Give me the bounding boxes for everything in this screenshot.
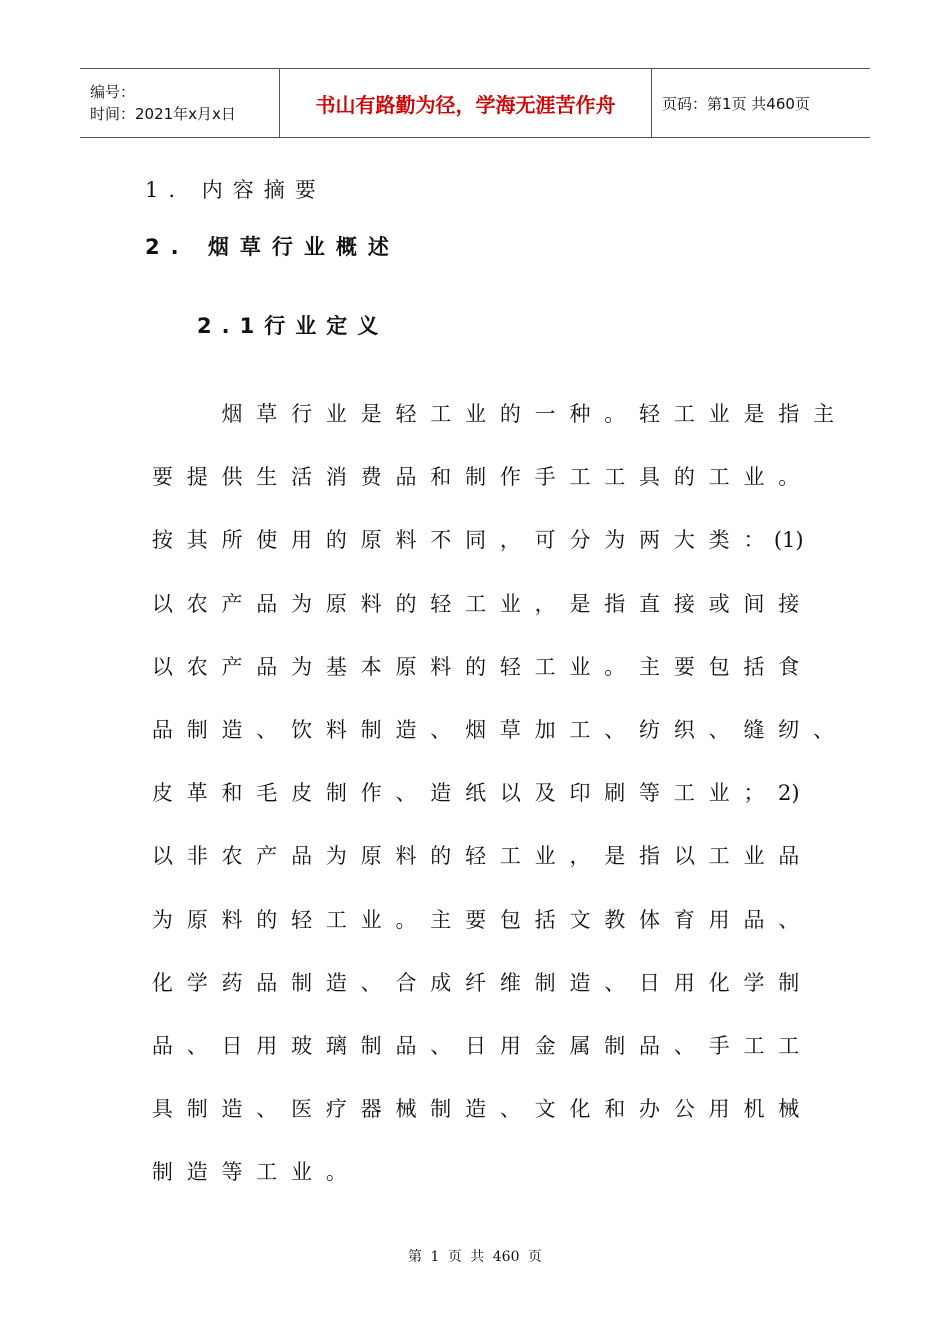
date-label: 时间：2021年x月x日 [90, 105, 236, 123]
body-line: 以 农 产 品 为 原 料 的 轻 工 业 ， 是 指 直 接 或 间 接 [151, 591, 800, 616]
page-info-text: 页码：第1页 共460页 [662, 94, 810, 113]
body-line: 化 学 药 品 制 造 、 合 成 纤 维 制 造 、 日 用 化 学 制 [151, 970, 800, 995]
header-motto [280, 69, 652, 137]
body-line: 品 、 日 用 玻 璃 制 品 、 日 用 金 属 制 品 、 手 工 工 [151, 1033, 800, 1058]
heading-overview: 2. 烟草行业概述 [145, 235, 400, 259]
body-line: 烟 草 行 业 是 轻 工 业 的 一 种 。 轻 工 业 是 指 主 [221, 402, 835, 426]
header-meta [80, 69, 280, 137]
motto-text: 书山有路勤为径，学海无涯苦作舟 [315, 92, 616, 117]
body-line: 品 制 造 、 饮 料 制 造 、 烟 草 加 工 、 纺 织 、 缝 纫 、 [151, 717, 835, 742]
body-line: 按 其 所 使 用 的 原 料 不 同 ， 可 分 为 两 大 类 ： (1) [151, 528, 804, 553]
body-line: 以 农 产 品 为 基 本 原 料 的 轻 工 业 。 主 要 包 括 食 [151, 654, 800, 679]
body-line: 要 提 供 生 活 消 费 品 和 制 作 手 工 工 具 的 工 业 。 [151, 465, 800, 490]
body-paragraph [145, 396, 835, 1217]
number-label: 编号： [90, 83, 136, 101]
body-line: 以 非 农 产 品 为 原 料 的 轻 工 业 ， 是 指 以 工 业 品 [151, 844, 800, 869]
page-footer: 第 1 页 共 460 页 [408, 1249, 542, 1265]
header-table [80, 68, 870, 138]
header-page-info [652, 69, 870, 137]
body-line: 为 原 料 的 轻 工 业 。 主 要 包 括 文 教 体 育 用 品 、 [151, 907, 800, 932]
body-line: 制 造 等 工 业 。 [151, 1160, 347, 1185]
body-line: 具 制 造 、 医 疗 器 械 制 造 、 文 化 和 办 公 用 机 械 [151, 1097, 800, 1122]
heading-summary: 1. 内容摘要 [145, 178, 326, 202]
body-line: 皮 革 和 毛 皮 制 作 、 造 纸 以 及 印 刷 等 工 业 ； 2) [151, 781, 800, 806]
heading-definition: 2.1行业定义 [197, 314, 389, 338]
